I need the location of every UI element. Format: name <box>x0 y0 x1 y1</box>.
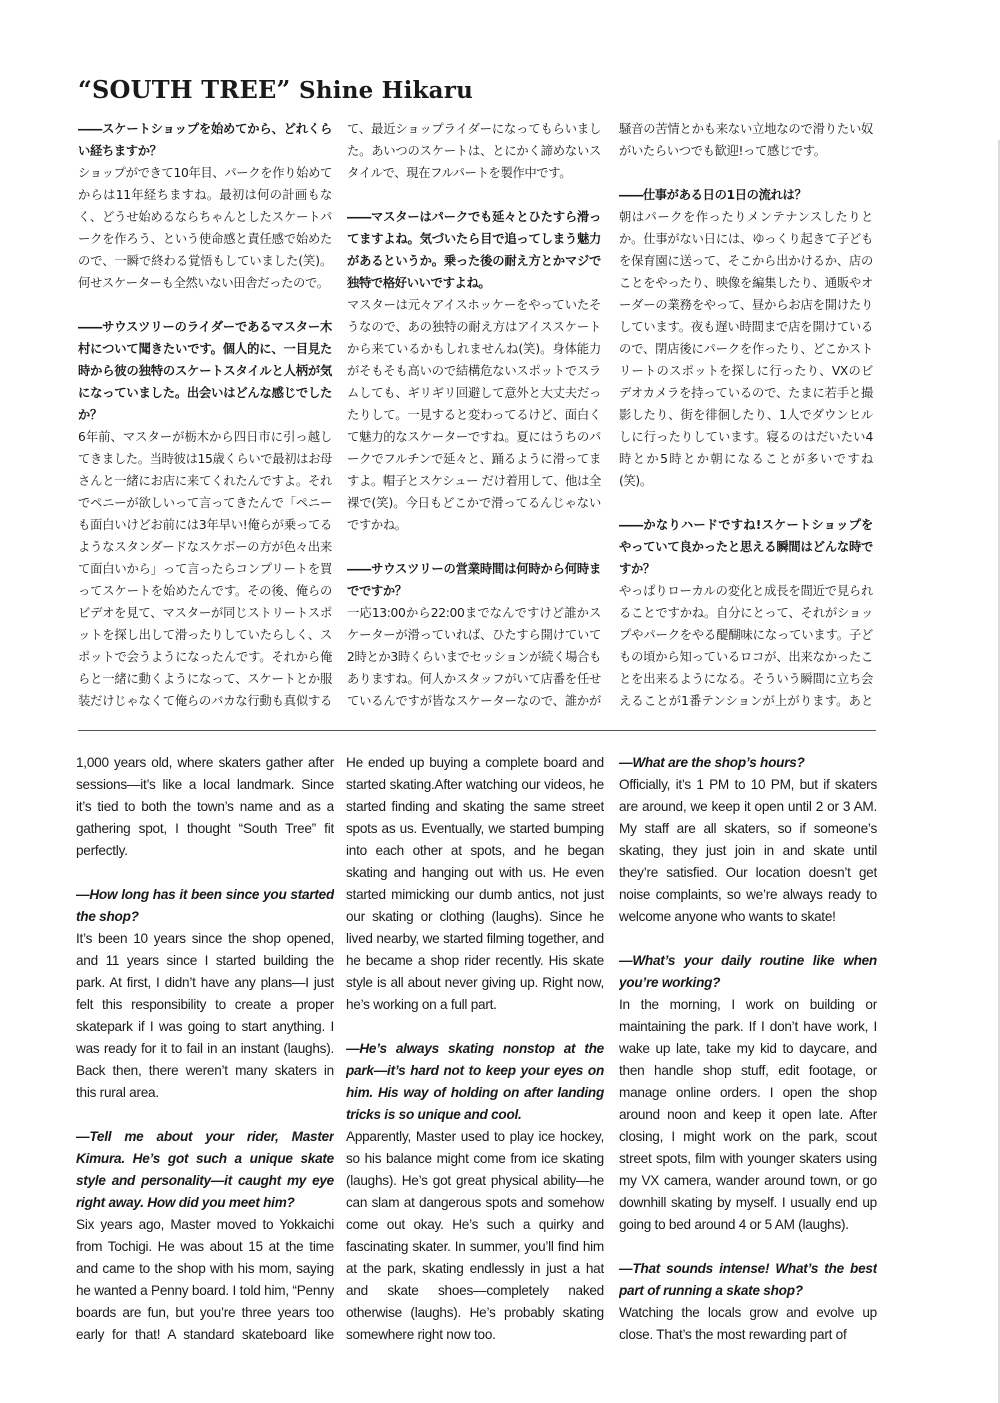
japanese-column-3 <box>619 118 873 710</box>
jp-answer: 朝はパークを作ったりメンテナンスしたりとか。仕事がない日には、ゆっくり起きて子どもを保育園に送って、そこから出かけるか、店のことをやったり、映像を編集したり、通販やオーダーの業務をやって、昼からお店を開けたりしています。夜も遅い時間まで店を開けているので、閉店後にパークを作ったり、どこかストリートのスポットを探しに行ったり、VXのビデオカメラを持っているので、たまに若手と撮影したり、街を徘徊したり、1人でダウンヒルしに行ったりしています。寝るのはだいたい4時とか5時とか朝になることが多いですね(笑)。 <box>619 210 873 488</box>
jp-answer: 一応13:00から22:00までなんですけど誰かスケーターが滑っていれば、ひたすら開けていて2時とか3時くらいまでセッションが続く場合もありますね。何人かスタッフがいて店番を任せているんですが皆なスケーターなので、誰かが <box>347 606 601 708</box>
jp-question: ――マスターはパークでも延々とひたすら滑ってますよね。気づいたら目で追ってしまう魅力があるというか。乗った後の耐え方とかマジで独特で格好いいですよね。 <box>347 210 601 290</box>
article-title <box>78 76 473 105</box>
jp-question: ――スケートショップを始めてから、どれくらい経ちますか？ <box>78 122 332 158</box>
title-sub: Shine Hikaru <box>299 77 474 104</box>
en-answer: Officially, it’s 1 PM to 10 PM, but if skaters are around, we keep it open until 2 or 3 AM. My staff are all skaters, so if someone’s skating, they just join in and skate until they’re satisfied. Our location doesn’t get noise complaints, so we’re always ready to welcome anyone who wants to skate! <box>619 777 877 924</box>
section-divider <box>78 730 876 731</box>
japanese-column-2 <box>347 118 601 710</box>
en-question: —What are the shop’s hours? <box>619 755 805 770</box>
jp-answer: て、最近ショップライダーになってもらいました。あいつのスケートは、とにかく諦めないスタイルで、現在フルパートを製作中です。 <box>347 122 601 180</box>
en-question: —What’s your daily routine like when you’re working? <box>619 953 877 990</box>
en-answer: He ended up buying a complete board and started skating.After watching our videos, he started finding and skating the same street spots as us. Eventually, we started bumping into each other at spots, and he began skating and hanging out with us. He even started mimicking our dumb antics, not just our skating or clothing (laughs). Since he lived nearby, we started filming together, and he became a shop rider recently. His skate style is all about never giving up. Right now, he’s working on a full part. <box>346 755 604 1012</box>
jp-answer: ショップができて10年目、パークを作り始めてからは11年経ちますね。最初は何の計画もなく、どうせ始めるならちゃんとしたスケートパークを作ろう、という使命感と責任感で始めたので、一瞬で終わる覚悟もしていました(笑)。何せスケーターも全然いない田舎だったので。 <box>78 166 332 290</box>
en-question: —Tell me about your rider, Master Kimura. He’s got such a unique skate style and personality—it caught my eye right away. How did you meet him? <box>76 1129 334 1210</box>
jp-question: ――仕事がある日の1日の流れは？ <box>619 188 807 202</box>
jp-question: ――かなりハードですね!スケートショップをやっていて良かったと思える瞬間はどんな時ですか？ <box>619 518 873 576</box>
japanese-column-1 <box>78 118 332 710</box>
jp-answer: 6年前、マスターが栃木から四日市に引っ越してきました。当時彼は15歳くらいで最初はお母さんと一緒にお店に来てくれたんですよ。それでペニーが欲しいって言ってきたんで「ペニーも面白いけどお前には3年早い!俺らが乗ってるようなスタンダードなスケボーの方が色々出来て面白いから」って言ったらコンプリートを買ってスケートを始めたんです。その後、俺らのビデオを見て、マスターが同じストリートスポットを探し出して滑ったりしていたらしく、スポットで会うようになったんです。それから俺らと一緒に動くようになって、スケートとか服装だけじゃなくて俺らのバカな行動も真似する <box>78 430 332 708</box>
en-question: —He’s always skating nonstop at the park—it’s hard not to keep your eyes on him. His way of holding on after landing tricks is so unique and cool. <box>346 1041 604 1122</box>
jp-question: ――サウスツリーの営業時間は何時から何時までですか？ <box>347 562 601 598</box>
en-question: —How long has it been since you started the shop? <box>76 887 334 924</box>
en-answer: 1,000 years old, where skaters gather after sessions—it’s like a local landmark. Since it’s tied to both the town’s name and as a gathering spot, I thought “South Tree” fit perfectly. <box>76 755 334 858</box>
jp-question: ――サウスツリーのライダーであるマスター木村について聞きたいです。個人的に、一目見た時から彼の独特のスケートスタイルと人柄が気になっていました。出会いはどんな感じでしたか？ <box>78 320 332 422</box>
en-answer: It’s been 10 years since the shop opened, and 11 years since I started building the park. At first, I didn’t have any plans—I just felt this responsibility to create a proper skatepark if I was going to start anything. I was ready for it to fail in an instant (laughs). Back then, there weren’t many skaters in this rural area. <box>76 931 334 1100</box>
en-answer: Six years ago, Master moved to Yokkaichi from Tochigi. He was about 15 at the time and came to the shop with his mom, saying he wanted a Penny board. I told him, “Penny boards are fun, but you’re three years too early for that! A standard skateboard like <box>76 1217 334 1342</box>
en-answer: In the morning, I work on building or maintaining the park. If I don’t have work, I wake up late, take my kid to daycare, and then handle shop stuff, edit footage, or manage online orders. I open the shop around noon and keep it open late. After closing, I might work on the park, scout street spots, film with younger skaters using my VX camera, wander around town, or go downhill skating by myself. I usually end up going to bed around 4 or 5 AM (laughs). <box>619 997 877 1232</box>
jp-answer: 騒音の苦情とかも来ない立地なので滑りたい奴がいたらいつでも歓迎!って感じです。 <box>619 122 873 158</box>
en-answer: Apparently, Master used to play ice hockey, so his balance might come from ice skating (laughs). He’s got great physical ability—he can slam at dangerous spots and somehow come out okay. He’s such a quirky and fascinating skater. In summer, you’ll find him at the park, skating endlessly in just a hat and skate shoes—completely naked otherwise (laughs). He’s probably skating somewhere right now too. <box>346 1129 604 1342</box>
title-main: “SOUTH TREE” <box>78 75 291 104</box>
jp-answer: マスターは元々アイスホッケーをやっていたそうなので、あの独特の耐え方はアイススケートから来ているかもしれませんね(笑)。身体能力がそもそも高いので結構危ないスポットでスラムしても、ギリギリ回避して意外と大丈夫だったりして。一見すると変わってるけど、面白くて魅力的なスケーターですね。夏にはうちのパークでフルチンで延々と、踊るように滑ってますよ。帽子とスケシュー だけ着用して、他は全裸で(笑)。今日もどこかで滑ってるんじゃないですかね。 <box>347 298 601 532</box>
jp-answer: やっぱりローカルの変化と成長を間近で見られることですかね。自分にとって、それがショップやパークをやる醍醐味になっています。子どもの頃から知っているロコが、出来なかったことを出来るようになる。そういう瞬間に立ち会えることが1番テンションが上がります。あと <box>619 584 873 708</box>
en-question: —That sounds intense! What’s the best part of running a skate shop? <box>619 1261 877 1298</box>
english-column-3 <box>619 752 877 1342</box>
english-column-1 <box>76 752 334 1342</box>
english-column-2 <box>346 752 604 1342</box>
en-answer: Watching the locals grow and evolve up close. That’s the most rewarding part of <box>619 1305 877 1342</box>
